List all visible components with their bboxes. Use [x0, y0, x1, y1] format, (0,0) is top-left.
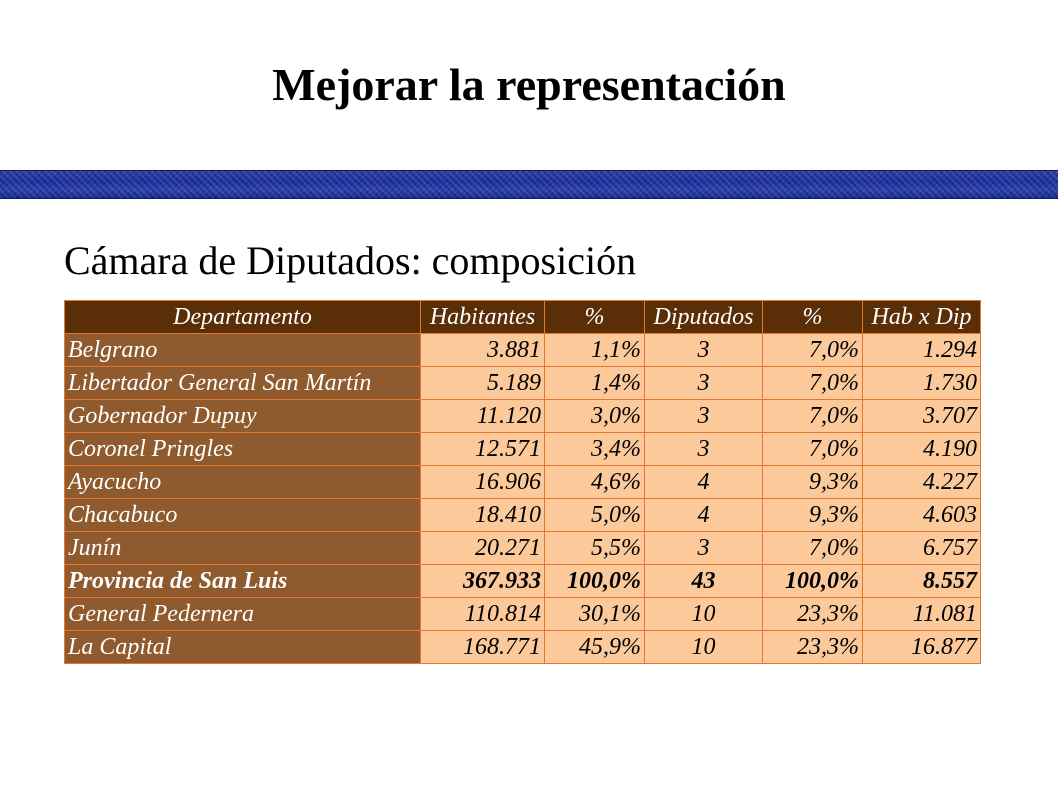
cell-habitantes: 16.906	[421, 466, 545, 499]
cell-pct-diputados: 100,0%	[763, 565, 863, 598]
cell-pct-habitantes: 1,1%	[545, 334, 645, 367]
composition-table	[64, 300, 981, 664]
slide-subtitle: Cámara de Diputados: composición	[64, 238, 637, 283]
cell-departamento: Gobernador Dupuy	[65, 400, 421, 433]
table-row	[65, 598, 981, 631]
header-diputados: Diputados	[645, 301, 763, 334]
cell-pct-diputados: 23,3%	[763, 598, 863, 631]
cell-departamento: Belgrano	[65, 334, 421, 367]
cell-habitantes: 12.571	[421, 433, 545, 466]
header-hab-x-dip: Hab x Dip	[863, 301, 981, 334]
decorative-band	[0, 170, 1058, 199]
cell-pct-diputados: 9,3%	[763, 466, 863, 499]
cell-diputados: 4	[645, 466, 763, 499]
cell-hab-x-dip: 4.603	[863, 499, 981, 532]
cell-hab-x-dip: 1.730	[863, 367, 981, 400]
cell-departamento: Libertador General San Martín	[65, 367, 421, 400]
cell-diputados: 3	[645, 400, 763, 433]
header-pct-diputados: %	[763, 301, 863, 334]
header-habitantes: Habitantes	[421, 301, 545, 334]
cell-departamento: La Capital	[65, 631, 421, 664]
cell-hab-x-dip: 8.557	[863, 565, 981, 598]
cell-pct-habitantes: 4,6%	[545, 466, 645, 499]
table-body	[65, 334, 981, 664]
header-departamento: Departamento	[65, 301, 421, 334]
cell-departamento: Provincia de San Luis	[65, 565, 421, 598]
cell-diputados: 3	[645, 433, 763, 466]
cell-pct-habitantes: 5,5%	[545, 532, 645, 565]
cell-diputados: 10	[645, 631, 763, 664]
cell-habitantes: 110.814	[421, 598, 545, 631]
cell-departamento: Chacabuco	[65, 499, 421, 532]
cell-hab-x-dip: 11.081	[863, 598, 981, 631]
table-row	[65, 532, 981, 565]
cell-habitantes: 5.189	[421, 367, 545, 400]
cell-pct-diputados: 7,0%	[763, 367, 863, 400]
cell-diputados: 4	[645, 499, 763, 532]
table-row	[65, 565, 981, 598]
table-row	[65, 499, 981, 532]
cell-pct-habitantes: 3,0%	[545, 400, 645, 433]
cell-pct-diputados: 23,3%	[763, 631, 863, 664]
cell-diputados: 3	[645, 334, 763, 367]
cell-pct-habitantes: 5,0%	[545, 499, 645, 532]
cell-pct-diputados: 7,0%	[763, 400, 863, 433]
cell-hab-x-dip: 16.877	[863, 631, 981, 664]
cell-hab-x-dip: 3.707	[863, 400, 981, 433]
cell-pct-diputados: 7,0%	[763, 334, 863, 367]
cell-pct-habitantes: 100,0%	[545, 565, 645, 598]
cell-habitantes: 3.881	[421, 334, 545, 367]
cell-pct-habitantes: 45,9%	[545, 631, 645, 664]
table-row	[65, 466, 981, 499]
slide-title: Mejorar la representación	[272, 59, 786, 110]
cell-diputados: 3	[645, 367, 763, 400]
table-row	[65, 334, 981, 367]
table-row	[65, 400, 981, 433]
cell-departamento: General Pedernera	[65, 598, 421, 631]
cell-departamento: Ayacucho	[65, 466, 421, 499]
header-pct-habitantes: %	[545, 301, 645, 334]
cell-pct-diputados: 7,0%	[763, 433, 863, 466]
table-row	[65, 433, 981, 466]
cell-hab-x-dip: 1.294	[863, 334, 981, 367]
cell-departamento: Junín	[65, 532, 421, 565]
cell-habitantes: 168.771	[421, 631, 545, 664]
table-row	[65, 631, 981, 664]
cell-hab-x-dip: 4.190	[863, 433, 981, 466]
cell-pct-habitantes: 3,4%	[545, 433, 645, 466]
cell-pct-habitantes: 30,1%	[545, 598, 645, 631]
cell-habitantes: 11.120	[421, 400, 545, 433]
cell-diputados: 43	[645, 565, 763, 598]
table-row	[65, 367, 981, 400]
cell-habitantes: 18.410	[421, 499, 545, 532]
cell-hab-x-dip: 6.757	[863, 532, 981, 565]
cell-pct-diputados: 7,0%	[763, 532, 863, 565]
table-header-row	[65, 301, 981, 334]
cell-diputados: 3	[645, 532, 763, 565]
cell-diputados: 10	[645, 598, 763, 631]
cell-pct-diputados: 9,3%	[763, 499, 863, 532]
cell-departamento: Coronel Pringles	[65, 433, 421, 466]
cell-pct-habitantes: 1,4%	[545, 367, 645, 400]
cell-hab-x-dip: 4.227	[863, 466, 981, 499]
cell-habitantes: 367.933	[421, 565, 545, 598]
cell-habitantes: 20.271	[421, 532, 545, 565]
